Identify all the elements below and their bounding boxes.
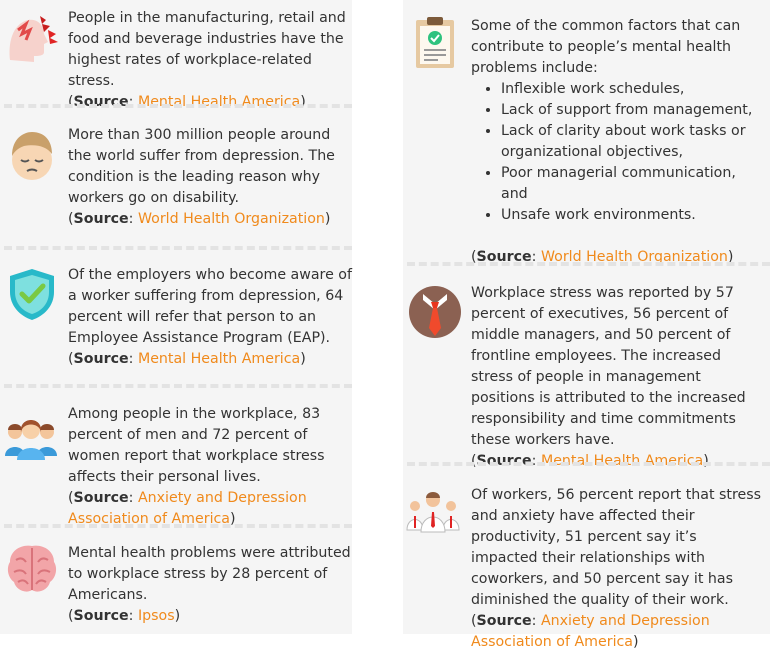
source-label: Source [73, 351, 129, 367]
businessman-tie-icon [407, 284, 463, 340]
stressed-head-icon [4, 10, 60, 66]
office-team-icon [405, 480, 461, 536]
source-link[interactable]: Mental Health America [137, 94, 301, 110]
source-label: Source [73, 608, 129, 624]
fact-item-personal-lives [0, 396, 352, 527]
factor-list-item: • Inflexible work schedules, [501, 79, 766, 100]
factor-list-item: • Poor managerial communication, and [501, 163, 766, 205]
fact-text: More than 300 million people around the world suffer from depression. The condition is the leading reason why workers go on disability. (Source: World Health Organization) [68, 127, 335, 227]
divider [4, 104, 352, 108]
fact-item-eap [0, 256, 352, 386]
divider [4, 246, 352, 250]
fact-item-factors [403, 0, 770, 265]
source-link[interactable]: Anxiety and Depression Association of America [471, 613, 710, 650]
factor-list-item: • Unsafe work environments. [501, 205, 766, 226]
source-link[interactable]: World Health Organization [540, 249, 728, 265]
clipboard-check-icon [407, 14, 463, 70]
fact-item-productivity [403, 474, 770, 650]
fact-body: Of the employers who become aware of a worker suffering from depression, 64 percent will refer that person to an Employee Assistance Program (EAP). [68, 267, 352, 346]
fact-text: Some of the common factors that can contribute to people’s mental health problems include: • Inflexible work schedules, • Lack of support from management, • Lack of clarity about work tasks or organizational objectives, • Poor managerial communication, and • Unsafe work environments. (Source: World Health Organization) [471, 16, 766, 268]
source-link[interactable]: Mental Health America [137, 351, 301, 367]
people-group-icon [3, 408, 59, 464]
fact-item-industries [0, 0, 352, 110]
fact-text: Mental health problems were attributed to workplace stress by 28 percent of Americans. (Source: Ipsos) [68, 545, 351, 624]
fact-body: Among people in the workplace, 83 percent of men and 72 percent of women report that workplace stress affects their personal lives. [68, 406, 325, 485]
sad-face-icon [4, 126, 60, 182]
fact-body: Some of the common factors that can contribute to people’s mental health problems include: [471, 18, 741, 76]
fact-body: Workplace stress was reported by 57 percent of executives, 56 percent of middle managers, and 50 percent of frontline employees. The increased stress of people in management positions is attributed to the increased responsibility and time commitments these workers have. [471, 285, 746, 448]
fact-text: Workplace stress was reported by 57 percent of executives, 56 percent of middle managers, and 50 percent of frontline employees. The increased stress of people in management positions is attributed to the increased responsibility and time commitments these workers have. (Source: Mental Health America) [471, 285, 746, 469]
source-link[interactable]: Ipsos [137, 608, 175, 624]
fact-item-americans [0, 534, 352, 634]
divider [4, 524, 352, 528]
right-column [403, 0, 770, 650]
source-label: Source [476, 613, 532, 629]
source-link[interactable]: Anxiety and Depression Association of America [68, 490, 307, 527]
fact-body: People in the manufacturing, retail and food and beverage industries have the highest rates of workplace-related stress. [68, 10, 346, 89]
factor-list-item: • Lack of clarity about work tasks or organizational objectives, [501, 121, 766, 163]
source-label: Source [73, 94, 129, 110]
factor-list-item: • Lack of support from management, [501, 100, 766, 121]
source-label: Source [476, 249, 532, 265]
fact-text: People in the manufacturing, retail and food and beverage industries have the highest rates of workplace-related stress. (Source: Mental Health America) [68, 10, 346, 110]
fact-item-managers [403, 272, 770, 469]
divider [407, 262, 770, 266]
fact-text: Of workers, 56 percent report that stress and anxiety have affected their productivity, 51 percent say it’s impacted their relationships with coworkers, and 50 percent say it has diminished the quality of their work. (Source: Anxiety and Depression Association of America) [471, 487, 762, 650]
source-label: Source [476, 453, 532, 469]
source-label: Source [73, 490, 129, 506]
factors-list [471, 79, 766, 226]
fact-item-depression [0, 116, 352, 246]
divider [4, 384, 352, 388]
brain-icon [4, 540, 60, 596]
source-label: Source [73, 211, 129, 227]
source-link[interactable]: Mental Health America [540, 453, 704, 469]
shield-check-icon [4, 266, 60, 322]
fact-text: Of the employers who become aware of a worker suffering from depression, 64 percent will refer that person to an Employee Assistance Program (EAP). (Source: Mental Health America) [68, 267, 352, 367]
fact-body: Mental health problems were attributed to workplace stress by 28 percent of Americans. [68, 545, 351, 603]
fact-body: More than 300 million people around the world suffer from depression. The condition is the leading reason why workers go on disability. [68, 127, 335, 206]
fact-body: Of workers, 56 percent report that stress and anxiety have affected their productivity, 51 percent say it’s impacted their relationships with coworkers, and 50 percent say it has diminished the quality of their work. [471, 487, 762, 608]
left-column [0, 0, 352, 634]
source-link[interactable]: World Health Organization [137, 211, 325, 227]
divider [407, 462, 770, 466]
fact-text: Among people in the workplace, 83 percent of men and 72 percent of women report that workplace stress affects their personal lives. (Source: Anxiety and Depression Association of America) [68, 406, 325, 527]
